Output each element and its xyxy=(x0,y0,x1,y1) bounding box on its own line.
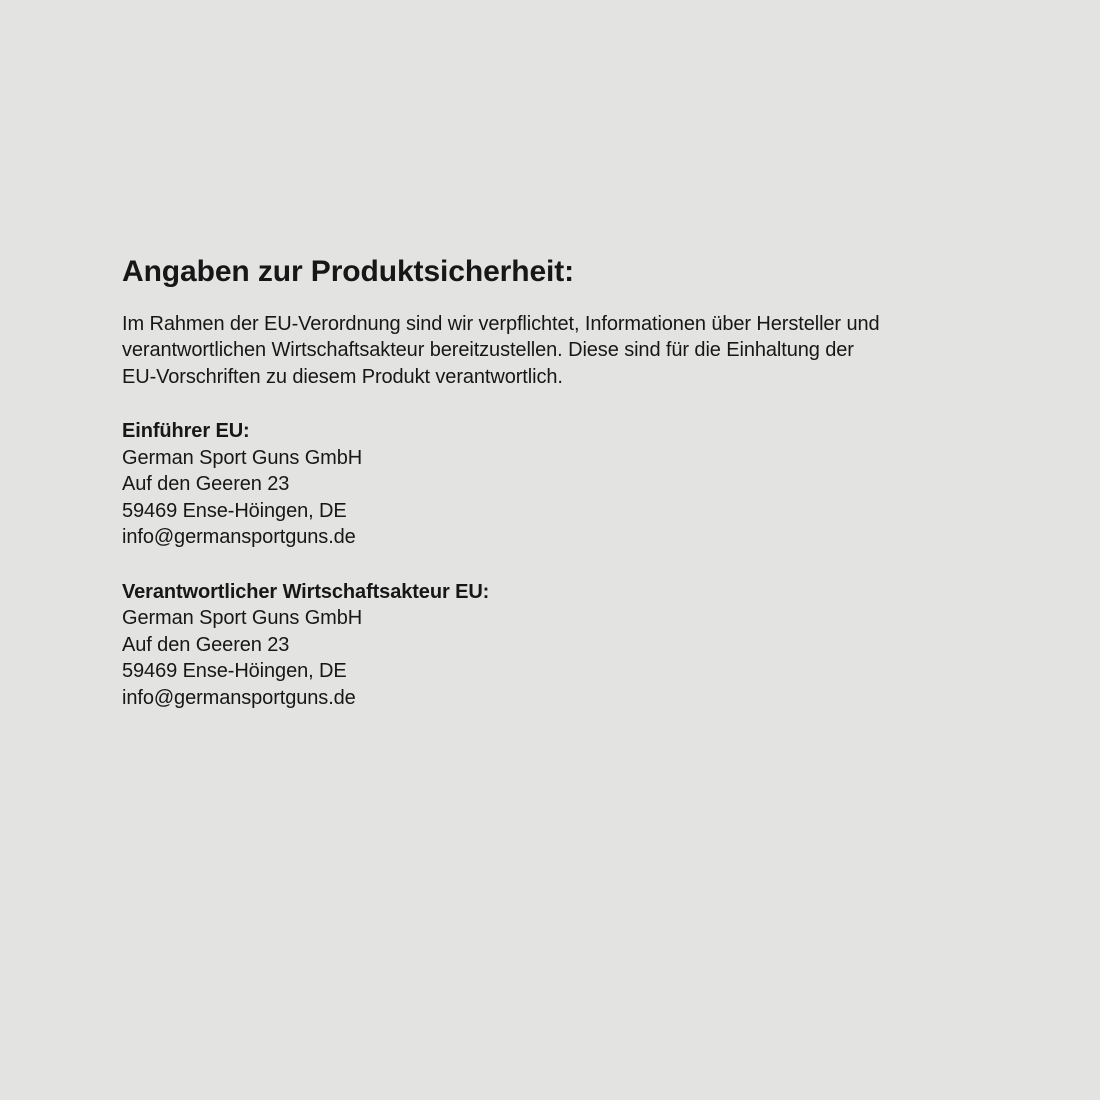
regulation-intro-paragraph xyxy=(122,311,1002,391)
importer-email-text: info@germansportguns.de xyxy=(122,526,356,548)
importer-street: Auf den Geeren 23 xyxy=(122,473,290,495)
importer-city: 59469 Ense-Höingen, DE xyxy=(122,499,347,522)
responsible-operator-heading: Verantwortlicher Wirtschaftsakteur EU: xyxy=(122,580,490,603)
importer-company: German Sport Guns GmbH xyxy=(122,446,363,469)
product-safety-section xyxy=(122,255,1002,711)
intro-line: EU-Vorschriften zu diesem Produkt verantwortlich. xyxy=(122,365,563,388)
intro-line: Im Rahmen der EU-Verordnung sind wir verpflichtet, Informationen über Hersteller und xyxy=(122,312,880,335)
importer-block xyxy=(122,418,1002,551)
responsible-operator-block xyxy=(122,579,1002,712)
responsible-operator-street: Auf den Geeren 23 xyxy=(122,633,290,656)
product-safety-title: Angaben zur Produktsicherheit: xyxy=(122,255,575,288)
responsible-operator-city: 59469 Ense-Höingen, DE xyxy=(122,660,347,682)
responsible-operator-email-text: info@germansportguns.de xyxy=(122,686,356,709)
responsible-operator-company: German Sport Guns GmbH xyxy=(122,607,363,629)
importer-heading: Einführer EU: xyxy=(122,420,250,442)
intro-line: verantwortlichen Wirtschaftsakteur bereitzustellen. Diese sind für die Einhaltung der xyxy=(122,339,854,361)
